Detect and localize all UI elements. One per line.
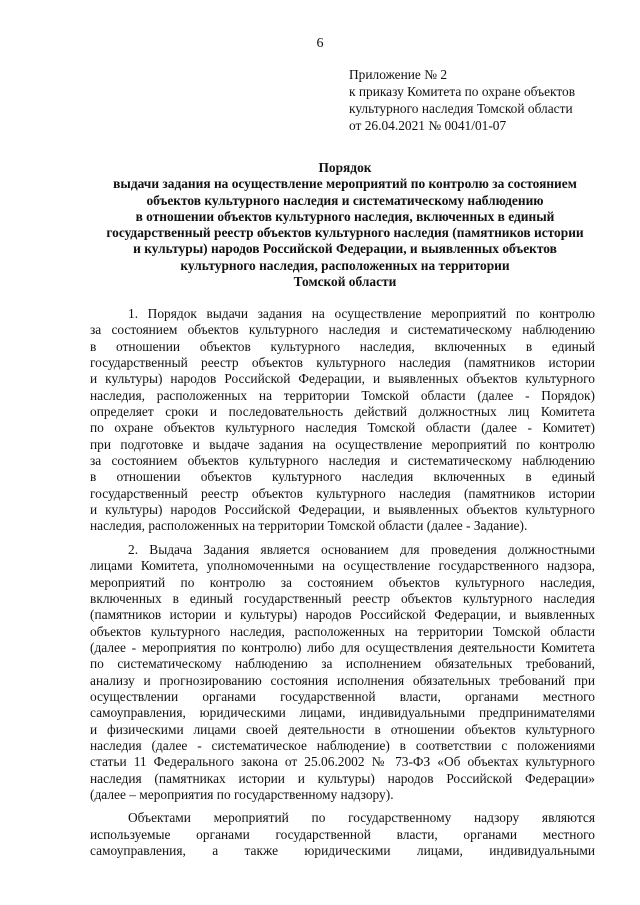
paragraph-line: наследия, расположенных на территории Томской области (далее - Задание). bbox=[90, 518, 528, 534]
document-title bbox=[90, 160, 600, 290]
appendix-line: от 26.04.2021 № 0041/01-07 bbox=[349, 118, 507, 133]
paragraph-line: в отношении объектов культурного наследия, включенных в единый bbox=[90, 338, 595, 354]
paragraph-line: объектов культурного наследия, расположенных на территории Томской области bbox=[90, 623, 595, 639]
paragraph-line: осуществлении органами государственной власти, органами местного bbox=[90, 688, 595, 704]
paragraph-line: в отношении объектов культурного наследия включенных в единый bbox=[90, 469, 595, 485]
paragraph-line: наследия (памятниках истории и культуры) народов Российской Федерации» bbox=[90, 770, 595, 786]
paragraph-line: 1. Порядок выдачи задания на осуществление мероприятий по контролю bbox=[128, 306, 595, 321]
paragraph-line: наследия, расположенных на территории Томской области (далее - Порядок) bbox=[90, 387, 595, 403]
paragraph-line: мероприятий по контролю за состоянием объектов культурного наследия, bbox=[90, 574, 595, 590]
paragraph-line: Объектами мероприятий по государственному надзору являются bbox=[128, 810, 595, 826]
paragraph-line: включенных в единый государственный реестр объектов культурного наследия bbox=[90, 590, 595, 606]
appendix-line: культурного наследия Томской области bbox=[349, 101, 573, 116]
paragraph-line: по систематическому наблюдению за исполнением обязательных требований, bbox=[90, 656, 595, 672]
paragraph-line: за состоянием объектов культурного наследия и систематическому наблюдению bbox=[90, 453, 595, 469]
paragraph-gap bbox=[90, 535, 595, 542]
paragraph-line: при подготовке и выдаче задания на осуществление мероприятий по контролю bbox=[90, 436, 595, 452]
paragraph-line: (далее - мероприятия по контролю) либо для осуществления деятельности Комитета bbox=[90, 639, 595, 655]
paragraph-line: самоуправления, а также юридическими лицами, индивидуальными bbox=[90, 843, 595, 858]
paragraph-line: (далее – мероприятия по государственному надзору). bbox=[90, 786, 394, 802]
paragraph-line: наследия (далее - систематическое наблюдение) в соответствии с положениями bbox=[90, 737, 595, 753]
paragraph-line: (памятников истории и культуры) народов Российской Федерации, и выявленных bbox=[90, 607, 595, 623]
appendix-header bbox=[349, 66, 575, 134]
paragraph-line: статьи 11 Федерального закона от 25.06.2002 № 73-ФЗ «Об объектах культурного bbox=[90, 754, 595, 770]
appendix-line: к приказу Комитета по охране объектов bbox=[349, 84, 576, 99]
title-line: и культуры) народов Российской Федерации, и выявленных объектов bbox=[133, 241, 557, 257]
paragraph-line: и культуры) народов Российской Федерации, и выявленных объектов культурного bbox=[90, 371, 595, 387]
paragraph-line: государственный реестр объектов культурного наследия (памятников истории bbox=[90, 485, 595, 501]
title-line: Порядок bbox=[318, 160, 372, 175]
paragraph-line: по охране объектов культурного наследия Томской области (далее - Комитет) bbox=[90, 420, 595, 436]
title-line: Томской области bbox=[293, 274, 397, 290]
paragraph-line: используемые органами государственной власти, органами местного bbox=[90, 826, 595, 842]
paragraph-gap bbox=[90, 803, 595, 810]
appendix-line: Приложение № 2 bbox=[349, 67, 448, 82]
paragraph-line: анализу и прогнозированию состояния исполнения обязательных требований при bbox=[90, 672, 595, 688]
title-line: выдачи задания на осуществление мероприятий по контролю за состоянием bbox=[113, 176, 577, 192]
paragraph-line: самоуправления, юридическими лицами, индивидуальными предпринимателями bbox=[90, 705, 595, 721]
paragraph-line: государственный реестр объектов культурного наследия (памятников истории bbox=[90, 355, 595, 371]
paragraph bbox=[90, 542, 595, 804]
paragraph-line: и культуры) народов Российской Федерации, и выявленных объектов культурного bbox=[90, 502, 595, 518]
paragraph-line: определяет сроки и последовательность действий должностных лиц Комитета bbox=[90, 404, 595, 420]
paragraph-line: 2. Выдача Задания является основанием для проведения должностными bbox=[128, 541, 595, 557]
title-line: в отношении объектов культурного наследия, включенных в единый bbox=[135, 208, 555, 224]
paragraph bbox=[90, 306, 595, 535]
title-line: объектов культурного наследия и систематическому наблюдению bbox=[146, 192, 544, 208]
title-line: государственный реестр объектов культурного наследия (памятников истории bbox=[106, 225, 584, 241]
paragraph bbox=[90, 810, 595, 859]
paragraph-line: и физическими лицами своей деятельности в отношении объектов культурного bbox=[90, 721, 595, 737]
page-number: 6 bbox=[316, 36, 324, 51]
title-line: культурного наследия, расположенных на территории bbox=[180, 257, 510, 273]
document-body bbox=[90, 306, 595, 859]
paragraph-line: за состоянием объектов культурного наследия и систематическому наблюдению bbox=[90, 322, 595, 338]
paragraph-line: лицами Комитета, уполномоченными на осуществление государственного надзора, bbox=[90, 558, 595, 574]
